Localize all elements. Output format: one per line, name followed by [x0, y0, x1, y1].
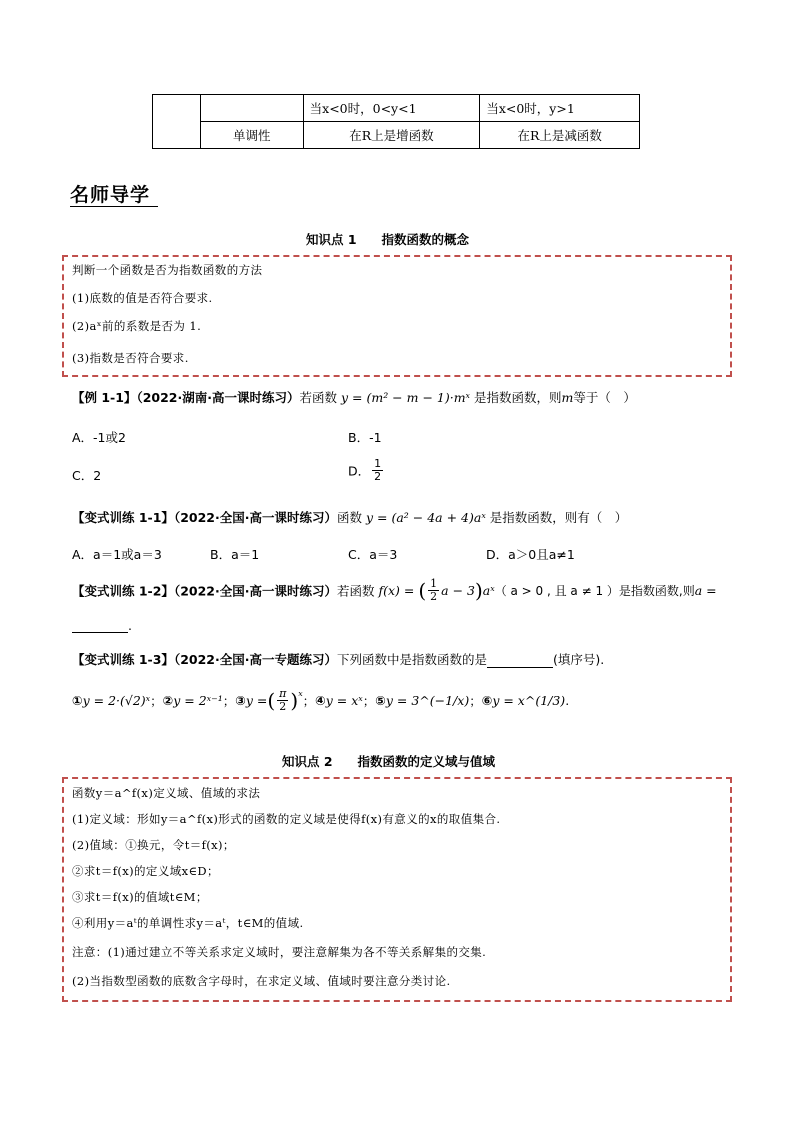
paren-left: (	[418, 578, 427, 603]
fraction	[428, 578, 439, 603]
kp1-line: (2)aˣ前的系数是否为 1.	[72, 319, 202, 333]
question-text: 等于（ ）	[573, 390, 636, 405]
variant-1-3	[72, 650, 604, 668]
option-b: B．a＝1	[210, 547, 260, 562]
kp2-line: (2)值域：①换元，令t＝f(x)；	[72, 838, 235, 852]
question-text: 下列函数中是指数函数的是	[336, 652, 487, 667]
kp2-line: (1)定义域：形如y＝a^f(x)形式的函数的定义域是使得f(x)有意义的x的取值集合.	[72, 812, 501, 826]
math-formula: y = 2·(√2)ˣ	[82, 693, 151, 709]
fraction	[277, 688, 288, 713]
kp1-line: (3)指数是否符合要求.	[72, 351, 189, 365]
item-number: ①	[72, 693, 83, 709]
fraction-num: 1	[374, 457, 382, 470]
math-formula: y =	[245, 693, 268, 709]
kp2-line: (2)当指数型函数的底数含字母时，在求定义域、值域时要注意分类讨论.	[72, 974, 451, 988]
fraction-den: 2	[430, 590, 438, 604]
separator: ；	[469, 693, 482, 709]
option-d: D．a＞0且a≠1	[486, 547, 575, 562]
kp1-line: (1)底数的值是否符合要求.	[72, 291, 213, 305]
answer-blank	[487, 653, 553, 668]
variant-tag: 【变式训练 1-2】	[72, 583, 174, 599]
question-text: 是指数函数，则有（ ）	[489, 510, 628, 525]
fraction-num: π	[279, 687, 287, 700]
variant-source: （2022·全国·高一课时练习）	[173, 510, 337, 525]
option-b: B．-1	[348, 430, 382, 445]
separator: ；	[150, 693, 163, 709]
option-c: C．2	[72, 468, 102, 483]
question-text: （ a > 0 , 且 a ≠ 1 ）是指数函数,则	[494, 584, 695, 599]
table-cell: 单调性	[200, 122, 303, 149]
table-row	[153, 95, 640, 122]
period: .	[128, 618, 132, 633]
separator: ；	[302, 693, 316, 709]
function-list	[72, 688, 569, 713]
kp2-line: ④利用y＝aᵗ的单调性求y＝aᵗ，t∈M的值域.	[72, 916, 304, 930]
math-tail: a − 3	[441, 583, 475, 599]
math-formula: y = x^(1/3)	[492, 693, 566, 709]
question-text: (填序号).	[553, 652, 605, 667]
math-formula: y = (a² − 4a + 4)aˣ	[365, 510, 486, 525]
kp1-line: 判断一个函数是否为指数函数的方法	[72, 263, 263, 277]
option-d	[348, 458, 385, 483]
item-number: ⑥	[481, 693, 493, 709]
kp1-title: 知识点 1 指数函数的概念	[306, 232, 470, 247]
fraction-den: 2	[374, 470, 382, 484]
table-cell: 当x<0时，0<y<1	[303, 95, 480, 122]
item-number: ⑤	[375, 693, 386, 709]
question-text: 若函数	[336, 583, 375, 599]
math-exp: ˣ	[298, 688, 303, 703]
kp2-title: 知识点 2 指数函数的定义域与值域	[282, 754, 496, 769]
table-row	[153, 122, 640, 149]
variant-source: （2022·全国·高一专题练习）	[173, 652, 337, 667]
kp2-line: ②求t＝f(x)的定义域x∈D；	[72, 864, 219, 878]
paren-right: )	[290, 688, 299, 713]
variant-1-2	[72, 578, 717, 603]
fraction-num: 1	[430, 577, 438, 590]
separator: ；	[362, 693, 376, 709]
table-cell	[200, 95, 303, 122]
math-var: a =	[694, 583, 717, 599]
math-formula: y = 3^(−1/x)	[385, 693, 470, 709]
fraction-den: 2	[279, 700, 287, 714]
math-formula: y = xˣ	[325, 693, 363, 709]
item-number: ②	[162, 693, 174, 709]
item-number: ③	[235, 693, 246, 709]
math-var: m	[561, 390, 574, 405]
answer-blank-line	[72, 618, 132, 633]
option-c: C．a＝3	[348, 547, 398, 562]
period: .	[565, 693, 570, 709]
example-1-1	[72, 388, 636, 406]
table-cell	[153, 95, 201, 149]
variant-1-1	[72, 508, 627, 526]
variant-tag: 【变式训练 1-3】	[72, 652, 174, 667]
kp2-line: ③求t＝f(x)的值域t∈M；	[72, 890, 208, 904]
table-cell: 在R上是减函数	[480, 122, 640, 149]
properties-table	[152, 94, 640, 149]
math-ax: aˣ	[482, 583, 495, 599]
paren-left: (	[267, 688, 276, 713]
variant-tag: 【变式训练 1-1】	[72, 510, 174, 525]
kp2-line: 函数y＝a^f(x)定义域、值域的求法	[72, 786, 261, 800]
math-formula: y = 2ˣ⁻¹	[173, 693, 223, 709]
example-tag: 【例 1-1】	[72, 390, 137, 405]
option-label: D．	[348, 463, 371, 479]
kp2-line: 注意：(1)通过建立不等关系求定义域时，要注意解集为各不等关系解集的交集.	[72, 945, 487, 959]
math-formula: y = (m² − m − 1)·mˣ	[340, 390, 470, 405]
math-f: f(x) =	[378, 583, 419, 599]
fraction	[372, 458, 383, 483]
example-source: （2022·湖南·高一课时练习）	[136, 390, 300, 405]
separator: ；	[222, 693, 236, 709]
heading-underline	[70, 206, 158, 207]
option-a: A．-1或2	[72, 430, 126, 445]
table-cell: 当x<0时，y>1	[480, 95, 640, 122]
answer-blank	[72, 618, 128, 633]
section-heading: 名师导学	[70, 184, 151, 206]
item-number: ④	[315, 693, 326, 709]
question-text: 函数	[336, 510, 362, 525]
paren-right: )	[474, 578, 483, 603]
question-text: 是指数函数，则	[473, 390, 562, 405]
question-text: 若函数	[299, 390, 337, 405]
variant-source: （2022·全国·高一课时练习）	[173, 583, 337, 599]
table-cell: 在R上是增函数	[303, 122, 480, 149]
option-a: A．a＝1或a＝3	[72, 547, 162, 562]
